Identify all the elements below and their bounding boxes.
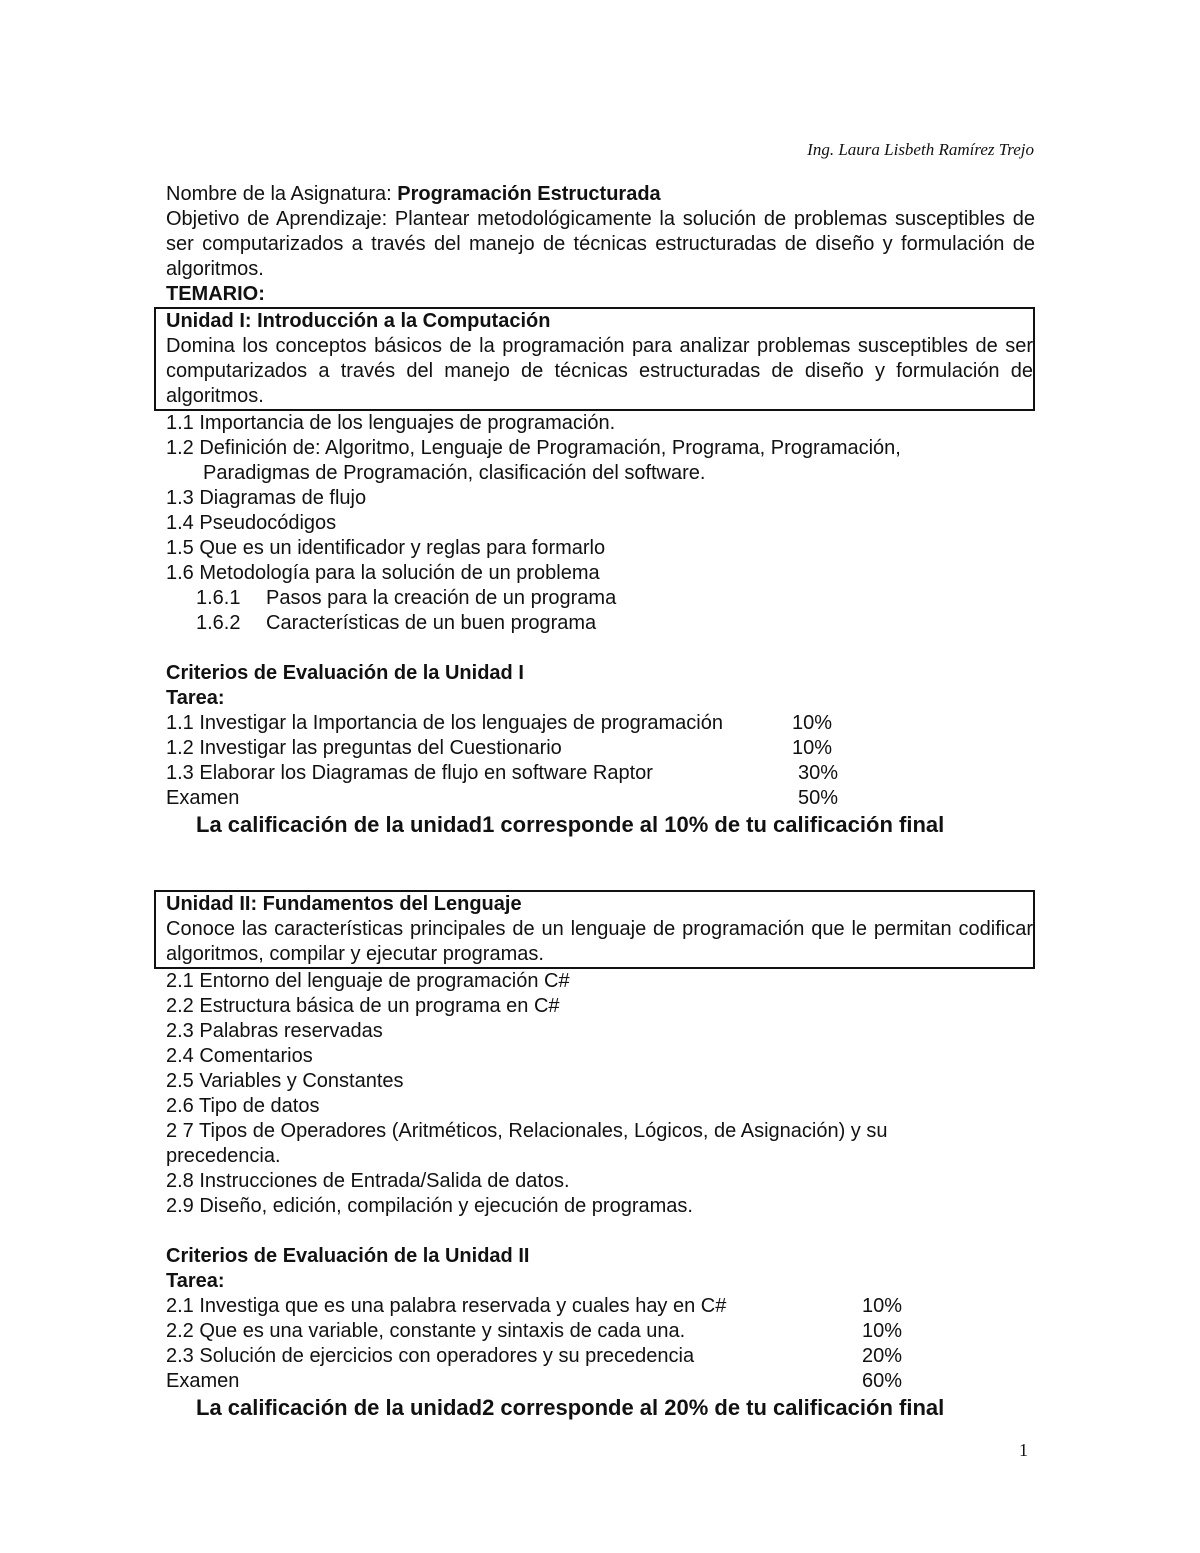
- criteria-percent: 50%: [798, 787, 839, 809]
- criteria-percent: 10%: [792, 737, 833, 759]
- criteria-row: [166, 1294, 1035, 1319]
- unit1-box: [154, 307, 1035, 411]
- unit1-tarea-label: Tarea:: [166, 687, 225, 709]
- document-body: [166, 182, 1035, 1421]
- unit2-topic: 2.6 Tipo de datos: [166, 1095, 320, 1117]
- unit1-subtopic: [166, 586, 1035, 611]
- criteria-percent: 20%: [862, 1345, 903, 1367]
- criteria-text: 1.3 Elaborar los Diagramas de flujo en software Raptor: [166, 762, 653, 784]
- unit2-box: [154, 890, 1035, 969]
- criteria-row: [166, 711, 1035, 736]
- temario-label: TEMARIO:: [166, 283, 265, 305]
- unit1-topic: 1.5 Que es un identificador y reglas para formarlo: [166, 537, 606, 559]
- criteria-percent: 10%: [862, 1320, 903, 1342]
- criteria-row: [166, 786, 1035, 811]
- unit1-criteria-title: Criterios de Evaluación de la Unidad I: [166, 662, 524, 684]
- subject-line: [166, 182, 1035, 207]
- unit2-topic: 2.2 Estructura básica de un programa en C#: [166, 995, 560, 1017]
- unit1-description: Domina los conceptos básicos de la programación para analizar problemas susceptibles de ser computarizados a través del manejo de técnicas estructuradas de diseño y formulación de algoritmos.: [166, 335, 1033, 407]
- criteria-percent: 10%: [862, 1295, 903, 1317]
- subtopic-number: 1.6.1: [196, 587, 241, 609]
- unit1-subtopic: [166, 611, 1035, 636]
- criteria-row: [166, 736, 1035, 761]
- unit2-topic: 2 7 Tipos de Operadores (Aritméticos, Relacionales, Lógicos, de Asignación) y su: [166, 1120, 888, 1142]
- unit2-topic: 2.1 Entorno del lenguaje de programación C#: [166, 970, 570, 992]
- unit2-description: Conoce las características principales de un lenguaje de programación que le permitan codificar algoritmos, compilar y ejecutar programas.: [166, 918, 1033, 965]
- subtopic-text: Pasos para la creación de un programa: [266, 587, 617, 609]
- criteria-text: 2.2 Que es una variable, constante y sintaxis de cada una.: [166, 1320, 686, 1342]
- subtopic-number: 1.6.2: [196, 612, 241, 634]
- unit1-topic: 1.3 Diagramas de flujo: [166, 487, 367, 509]
- subtopic-text: Características de un buen programa: [266, 612, 597, 634]
- criteria-percent: 60%: [862, 1370, 903, 1392]
- criteria-percent: 10%: [792, 712, 833, 734]
- subject-label: Nombre de la Asignatura:: [166, 183, 398, 205]
- unit1-grade-note: La calificación de la unidad1 corresponde al 10% de tu calificación final: [196, 812, 945, 837]
- criteria-row: [166, 761, 1035, 786]
- criteria-percent: 30%: [798, 762, 839, 784]
- criteria-text: 2.1 Investiga que es una palabra reservada y cuales hay en C#: [166, 1295, 727, 1317]
- objective-paragraph: Objetivo de Aprendizaje: Plantear metodológicamente la solución de problemas susceptibles de ser computarizados a través del manejo de técnicas estructuradas de diseño y formulación de algoritmos.: [166, 208, 1035, 280]
- unit2-topic-continued: precedencia.: [166, 1145, 281, 1167]
- unit2-grade-note: La calificación de la unidad2 corresponde al 20% de tu calificación final: [196, 1395, 945, 1420]
- unit1-topic: 1.2 Definición de: Algoritmo, Lenguaje de Programación, Programa, Programación,: [166, 437, 901, 459]
- criteria-row: [166, 1319, 1035, 1344]
- unit1-title: Unidad I: Introducción a la Computación: [166, 310, 551, 332]
- unit2-title: Unidad II: Fundamentos del Lenguaje: [166, 893, 522, 915]
- page-number: 1: [1019, 1440, 1028, 1460]
- unit2-topic: 2.5 Variables y Constantes: [166, 1070, 404, 1092]
- criteria-row: [166, 1344, 1035, 1369]
- unit1-topic: 1.6 Metodología para la solución de un problema: [166, 562, 600, 584]
- unit1-topic: 1.4 Pseudocódigos: [166, 512, 337, 534]
- criteria-text: 1.2 Investigar las preguntas del Cuestionario: [166, 737, 562, 759]
- unit1-topic: 1.1 Importancia de los lenguajes de programación.: [166, 412, 616, 434]
- unit2-topic: 2.4 Comentarios: [166, 1045, 313, 1067]
- criteria-row: [166, 1369, 1035, 1394]
- criteria-text: 1.1 Investigar la Importancia de los lenguajes de programación: [166, 712, 723, 734]
- unit2-topic: 2.3 Palabras reservadas: [166, 1020, 383, 1042]
- author-header: Ing. Laura Lisbeth Ramírez Trejo: [807, 140, 1034, 159]
- criteria-text: 2.3 Solución de ejercicios con operadores y su precedencia: [166, 1345, 695, 1367]
- unit2-topic: 2.9 Diseño, edición, compilación y ejecución de programas.: [166, 1195, 693, 1217]
- unit2-tarea-label: Tarea:: [166, 1270, 225, 1292]
- unit2-criteria-title: Criterios de Evaluación de la Unidad II: [166, 1245, 530, 1267]
- subject-name: Programación Estructurada: [397, 183, 661, 205]
- criteria-text: Examen: [166, 787, 240, 809]
- criteria-text: Examen: [166, 1370, 240, 1392]
- unit2-topic: 2.8 Instrucciones de Entrada/Salida de datos.: [166, 1170, 570, 1192]
- unit1-topic-continued: Paradigmas de Programación, clasificación del software.: [203, 462, 706, 484]
